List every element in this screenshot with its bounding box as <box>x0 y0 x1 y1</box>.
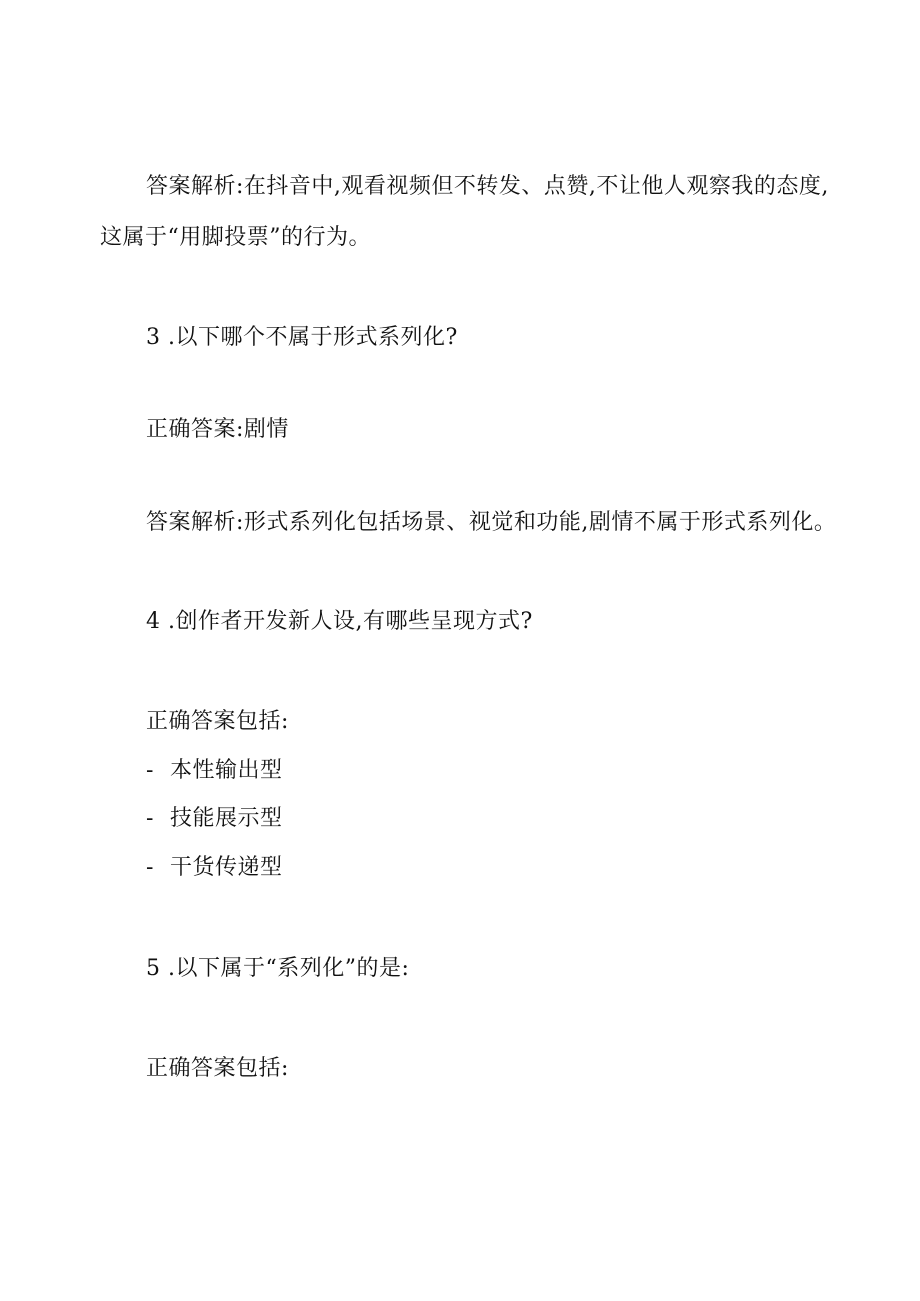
list-item-label: 技能展示型 <box>170 806 283 831</box>
answer-5-intro: 正确答案包括: <box>146 1056 289 1081</box>
list-item-label: 本性输出型 <box>170 758 283 783</box>
answer-4-intro: 正确答案包括: <box>146 709 289 734</box>
bullet-dash: - <box>146 855 154 880</box>
analysis-text-continued: 这属于“用脚投票”的行为。 <box>100 225 371 250</box>
bullet-dash: - <box>146 758 154 783</box>
bullet-dash: - <box>146 806 154 831</box>
question-5: 5 .以下属于“系列化”的是: <box>146 956 410 981</box>
analysis-text: 答案解析:在抖音中,观看视频但不转发、点赞,不让他人观察我的态度, <box>146 174 829 199</box>
analysis-3: 答案解析:形式系列化包括场景、视觉和功能,剧情不属于形式系列化。 <box>146 510 837 535</box>
question-3: 3 .以下哪个不属于形式系列化? <box>146 325 458 350</box>
list-item <box>146 857 283 879</box>
list-item <box>146 760 283 782</box>
list-item <box>146 808 283 830</box>
list-item-label: 干货传递型 <box>170 855 283 880</box>
answer-3: 正确答案:剧情 <box>146 417 289 442</box>
question-4: 4 .创作者开发新人设,有哪些呈现方式? <box>146 609 533 634</box>
